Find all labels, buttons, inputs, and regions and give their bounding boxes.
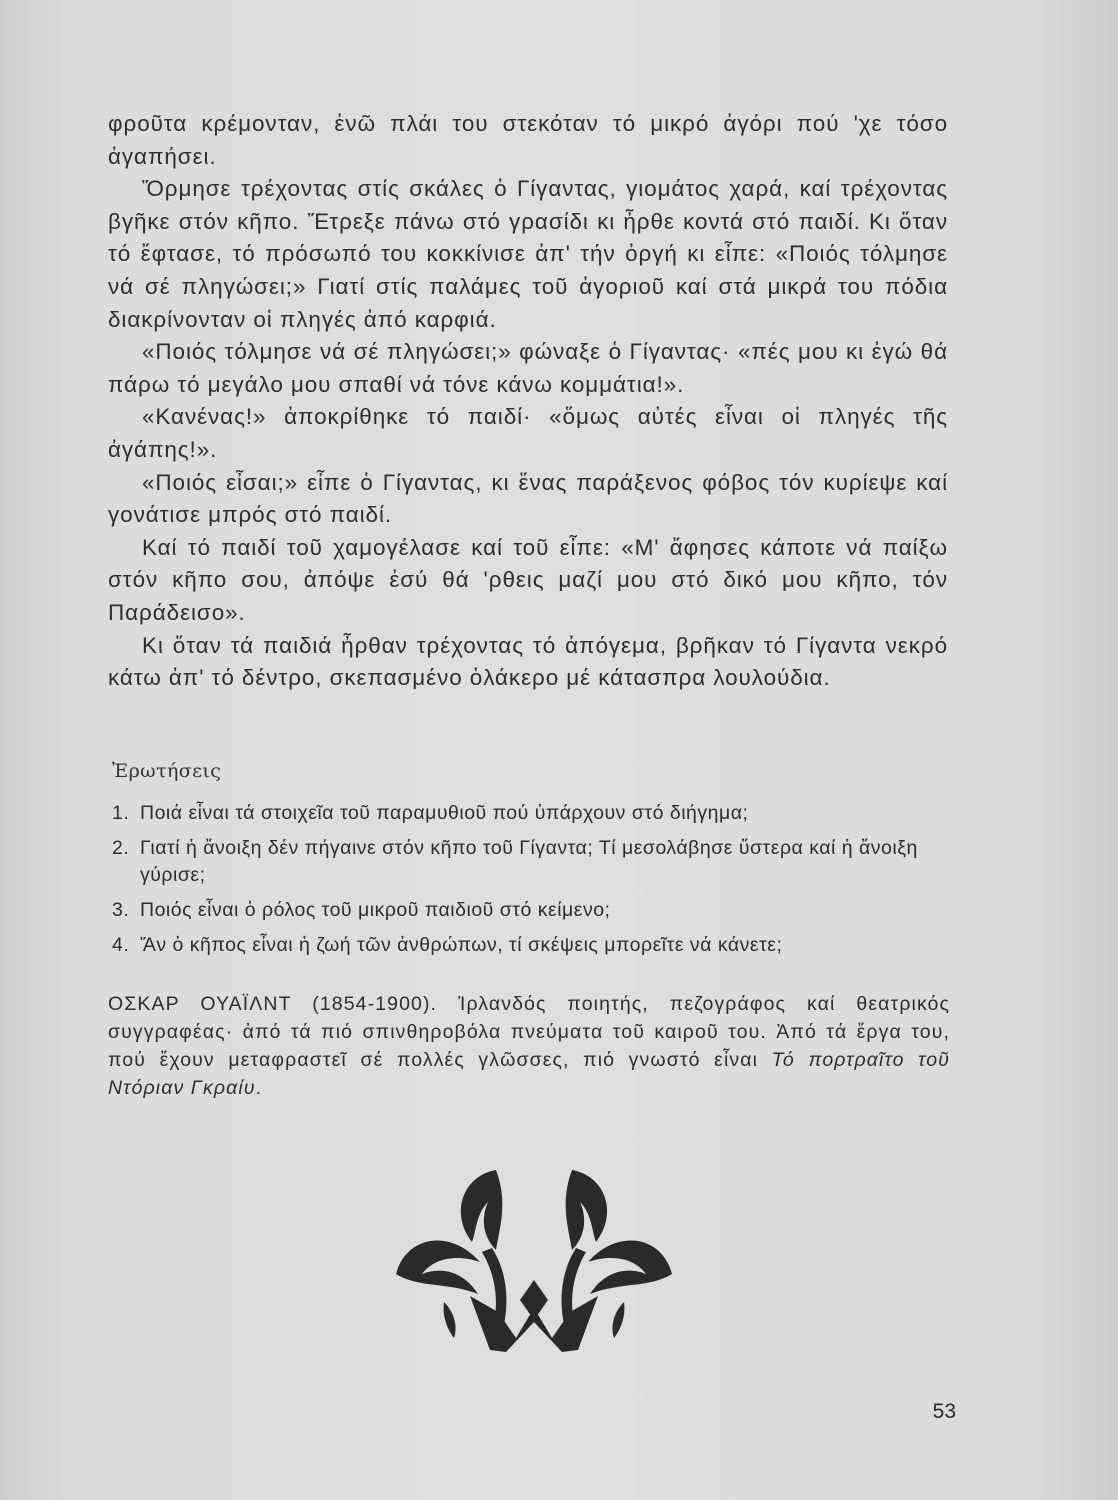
- author-bio-end: .: [255, 1077, 263, 1099]
- story-paragraph-2: Ὅρμησε τρέχοντας στίς σκάλες ὁ Γίγαντας, γιομάτος χαρά, καί τρέχοντας βγῆκε στόν κῆπο. Ἔτρεξε πάνω στό γρασίδι κι ἦρθε κοντά στό παιδί. Κι ὅταν τό ἔφτασε, τό πρόσωπό του κοκκίνισε ἀπ' τήν ὀργή κι εἶπε: «Ποιός τόλμησε νά σέ πληγώσει;» Γιατί στίς παλάμες τοῦ ἀγοριοῦ καί στά μικρά του πόδια διακρίνονταν οἱ πληγές ἀπό καρφιά.: [108, 176, 948, 332]
- question-item: [112, 835, 952, 889]
- story-paragraph-1: φροῦτα κρέμονταν, ἐνῶ πλάι του στεκόταν τό μικρό ἀγόρι πού 'χε τόσο ἀγαπήσει.: [108, 111, 948, 169]
- question-text: Γιατί ἡ ἄνοιξη δέν πήγαινε στόν κῆπο τοῦ Γίγαντα; Τί μεσολάβησε ὕστερα καί ἡ ἄνοιξη γύρισε;: [140, 837, 918, 886]
- question-item: [112, 800, 952, 827]
- questions-list: [112, 800, 952, 967]
- story-paragraph-6: Καί τό παιδί τοῦ χαμογέλασε καί τοῦ εἶπε: «Μ' ἄφησες κάποτε νά παίξω στόν κῆπο σου, ἀπόψε ἐσύ θά 'ρθεις μαζί μου στό δικό μου κῆπο, τόν Παράδεισο».: [108, 534, 948, 625]
- page-number: 53: [932, 1400, 956, 1423]
- question-number: 2.: [112, 837, 130, 859]
- question-item: [112, 932, 952, 959]
- question-text: Ποιός εἶναι ὁ ρόλος τοῦ μικροῦ παιδιοῦ στό κείμενο;: [140, 899, 611, 921]
- story-paragraph-5: «Ποιός εἶσαι;» εἶπε ὁ Γίγαντας, κι ἕνας παράξενος φόβος τόν κυρίεψε καί γονάτισε μπρός στό παιδί.: [108, 469, 948, 528]
- question-number: 3.: [112, 899, 130, 921]
- book-title: Τό πορτραῖτο τοῦ Ντόριαν Γκραίυ: [108, 1049, 950, 1099]
- story-paragraph-3: «Ποιός τόλμησε νά σέ πληγώσει;» φώναξε ὁ Γίγαντας· «πές μου κι ἐγώ θά πάρω τό μεγάλο μου σπαθί νά τόνε κάνω κομμάτια!».: [108, 339, 948, 397]
- story-paragraph-7: Κι ὅταν τά παιδιά ἦρθαν τρέχοντας τό ἀπόγεμα, βρῆκαν τό Γίγαντα νεκρό κάτω ἀπ' τό δέντρο, σκεπασμένο ὁλάκερο μέ κάτασπρα λουλούδια.: [108, 632, 948, 691]
- author-bio-text: ΟΣΚΑΡ ΟΥΑΪΛΝΤ (1854-1900). Ἰρλανδός ποιητής, πεζογράφος καί θεατρικός συγγραφέας· ἀπό τά πιό σπινθηροβόλα πνεύματα τοῦ καιροῦ του. Ἀπό τά ἔργα του, πού ἔχουν μεταφραστεῖ σέ πολλές γλῶσσες, πιό γνωστό εἶναι: [108, 993, 950, 1071]
- question-text: Ποιά εἶναι τά στοιχεῖα τοῦ παραμυθιοῦ πού ὑπάρχουν στό διήγημα;: [140, 802, 749, 824]
- question-text: Ἄν ὁ κῆπος εἶναι ἡ ζωή τῶν ἀνθρώπων, τί σκέψεις μπορεῖτε νά κάνετε;: [140, 934, 783, 956]
- story-paragraph-4: «Κανένας!» ἀποκρίθηκε τό παιδί· «ὅμως αὐτές εἶναι οἱ πληγές τῆς ἀγάπης!».: [108, 404, 948, 462]
- ornament-shapes: [396, 1170, 672, 1352]
- story-text: [108, 108, 948, 695]
- author-bio: [108, 990, 950, 1102]
- question-number: 4.: [112, 934, 130, 956]
- questions-heading: Ἐρωτήσεις: [112, 760, 222, 782]
- question-number: 1.: [112, 802, 130, 824]
- question-item: [112, 897, 952, 924]
- floral-ornament-icon: [384, 1162, 684, 1358]
